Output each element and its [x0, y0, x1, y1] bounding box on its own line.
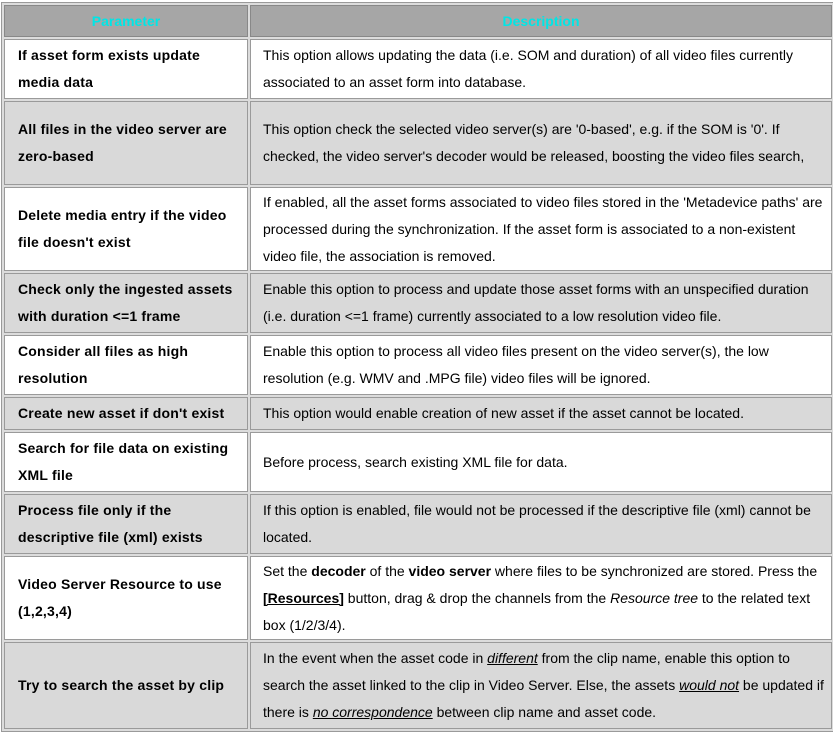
- parameter-cell: Check only the ingested assets with duration <=1 frame: [4, 273, 248, 333]
- description-text: Enable this option to process all video files present on the video server(s), the low resolution (e.g. WMV and .MPG file) video files will be ignored.: [263, 343, 769, 386]
- parameter-cell: All files in the video server are zero-based: [4, 101, 248, 185]
- parameter-cell: Delete media entry if the video file doesn't exist: [4, 187, 248, 271]
- description-cell: [250, 556, 832, 640]
- description-text: of the: [365, 562, 409, 579]
- description-cell: [250, 39, 832, 99]
- parameter-cell: Video Server Resource to use (1,2,3,4): [4, 556, 248, 640]
- description-text: video server: [408, 562, 492, 579]
- parameter-cell: Create new asset if don't exist: [4, 397, 248, 430]
- description-cell: [250, 335, 832, 395]
- description-text: be updated if there is: [263, 677, 824, 720]
- table-row: [4, 335, 832, 395]
- description-text: between clip name and asset code.: [432, 704, 657, 720]
- description-text: where files to be synchronized are stored. Press the: [491, 562, 818, 579]
- description-text: decoder: [311, 562, 366, 579]
- description-cell: [250, 432, 832, 492]
- description-text: This option check the selected video server(s) are '0-based', e.g. if the SOM is '0'. If checked, the video server's decoder would be released, boosting the video files search,: [263, 121, 805, 164]
- description-text: button, drag & drop the channels from the: [343, 589, 611, 606]
- table-row: [4, 397, 832, 430]
- description-text: If enabled, all the asset forms associated to video files stored in the 'Metadevice paths' are processed during the synchronization. If the asset form is associated to a non-existent video file, the association is removed.: [263, 193, 823, 264]
- description-cell: [250, 101, 832, 185]
- description-text: to the related text box (1/2/3/4).: [263, 589, 811, 633]
- description-cell: [250, 187, 832, 271]
- table-row: [4, 642, 832, 729]
- description-column-header: Description: [250, 5, 832, 37]
- resources-button-reference: [Resources]: [263, 589, 344, 606]
- parameter-cell: Consider all files as high resolution: [4, 335, 248, 395]
- table-row: [4, 432, 832, 492]
- table-row: [4, 556, 832, 640]
- parameter-cell: Try to search the asset by clip: [4, 642, 248, 729]
- description-text: This option would enable creation of new asset if the asset cannot be located.: [263, 405, 744, 421]
- description-text: Enable this option to process and update those asset forms with an unspecified duration (i.e. duration <=1 frame) currently associated to a low resolution video file.: [263, 281, 809, 324]
- description-text: different: [487, 650, 538, 666]
- parameter-column-header: Parameter: [4, 5, 248, 37]
- description-text: If this option is enabled, file would not be processed if the descriptive file (xml) cannot be located.: [263, 502, 811, 545]
- description-text: This option allows updating the data (i.e. SOM and duration) of all video files currently associated to an asset form into database.: [263, 47, 793, 90]
- description-cell: [250, 494, 832, 554]
- parameters-table: [1, 2, 833, 732]
- table-row: [4, 273, 832, 333]
- description-text: would not: [679, 677, 740, 693]
- description-text: from the clip name, enable this option to search the asset linked to the clip in Video Server. Else, the assets: [263, 650, 790, 693]
- description-cell: [250, 273, 832, 333]
- parameter-cell: Search for file data on existing XML file: [4, 432, 248, 492]
- table-row: [4, 101, 832, 185]
- parameter-cell: Process file only if the descriptive file (xml) exists: [4, 494, 248, 554]
- table-row: [4, 187, 832, 271]
- table-row: [4, 39, 832, 99]
- header-row: [4, 5, 832, 37]
- parameter-cell: If asset form exists update media data: [4, 39, 248, 99]
- description-text: no correspondence: [312, 704, 433, 720]
- description-cell: [250, 397, 832, 430]
- description-text: Before process, search existing XML file for data.: [263, 453, 568, 470]
- description-text: Set the: [263, 562, 312, 579]
- table-row: [4, 494, 832, 554]
- description-text: In the event when the asset code in: [263, 650, 488, 666]
- description-cell: [250, 642, 832, 729]
- description-text: Resource tree: [610, 589, 699, 606]
